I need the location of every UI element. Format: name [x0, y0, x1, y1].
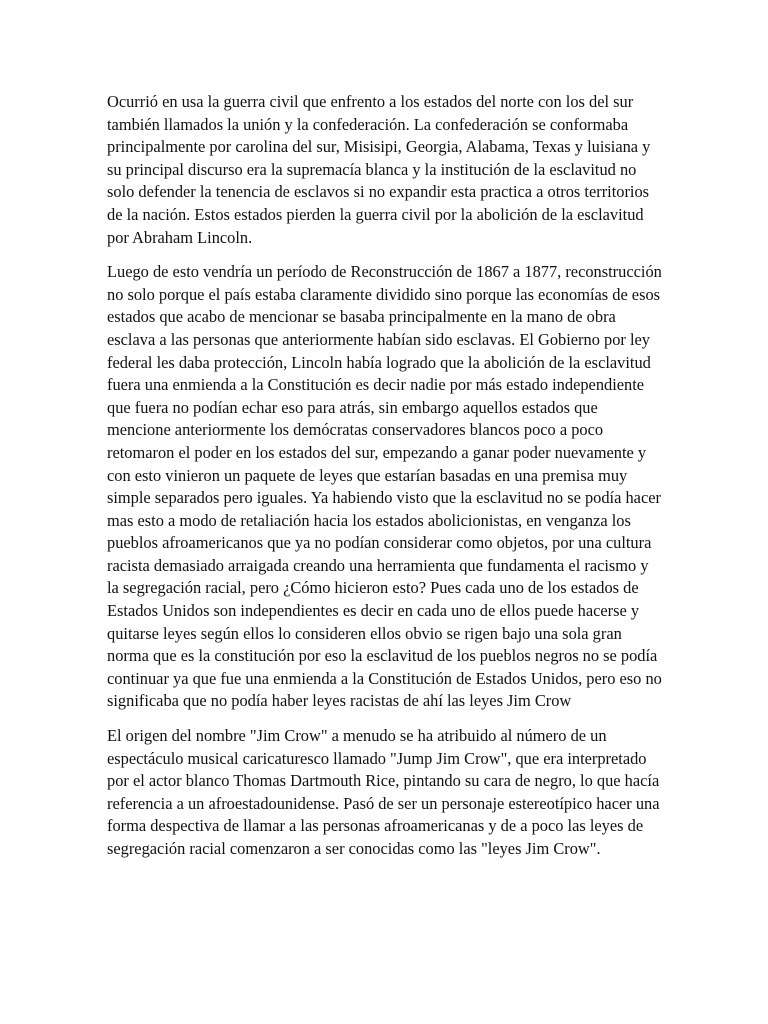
document-page — [107, 91, 663, 873]
paragraph-jim-crow-origin: El origen del nombre "Jim Crow" a menudo se ha atribuido al número de un espectáculo musical caricaturesco llamado "Jump Jim Crow", que era interpretado por el actor blanco Thomas Dartmouth Rice, pintando su cara de negro, lo que hacía referencia a un afroestadounidense. Pasó de ser un personaje estereotípico hacer una forma despectiva de llamar a las personas afroamericanas y de a poco las leyes de segregación racial comenzaron a ser conocidas como las "leyes Jim Crow". — [107, 726, 660, 858]
paragraph-reconstruction: Luego de esto vendría un período de Reconstrucción de 1867 a 1877, reconstrucción no solo porque el país estaba claramente dividido sino porque las economías de esos estados que acabo de mencionar se basaba principalmente en la mano de obra esclava a las personas que anteriormente habían sido esclavas. El Gobierno por ley federal les daba protección, Lincoln había logrado que la abolición de la esclavitud fuera una enmienda a la Constitución es decir nadie por más estado independiente que fuera no podían echar eso para atrás, sin embargo aquellos estados que mencione anteriormente los demócratas conservadores blancos poco a poco retomaron el poder en los estados del sur, empezando a ganar poder nuevamente y con esto vinieron un paquete de leyes que estarían basadas en una premisa muy simple separados pero iguales. Ya habiendo visto que la esclavitud no se podía hacer mas esto a modo de retaliación hacia los estados abolicionistas, en venganza los pueblos afroamericanos que ya no podían considerar como objetos, por una cultura racista demasiado arraigada creando una herramienta que fundamenta el racismo y la segregación racial, pero ¿Cómo hicieron esto? Pues cada uno de los estados de Estados Unidos son independientes es decir en cada uno de ellos puede hacerse y quitarse leyes según ellos lo consideren ellos obvio se rigen bajo una sola gran norma que es la constitución por eso la esclavitud de los pueblos negros no se podía continuar ya que fue una enmienda a la Constitución de Estados Unidos, pero eso no significaba que no podía haber leyes racistas de ahí las leyes Jim Crow — [107, 262, 662, 711]
paragraph-civil-war: Ocurrió en usa la guerra civil que enfrento a los estados del norte con los del sur también llamados la unión y la confederación. La confederación se conformaba principalmente por carolina del sur, Misisipi, Georgia, Alabama, Texas y luisiana y su principal discurso era la supremacía blanca y la institución de la esclavitud no solo defender la tenencia de esclavos si no expandir esta practica a otros territorios de la nación. Estos estados pierden la guerra civil por la abolición de la esclavitud por Abraham Lincoln. — [107, 92, 651, 247]
